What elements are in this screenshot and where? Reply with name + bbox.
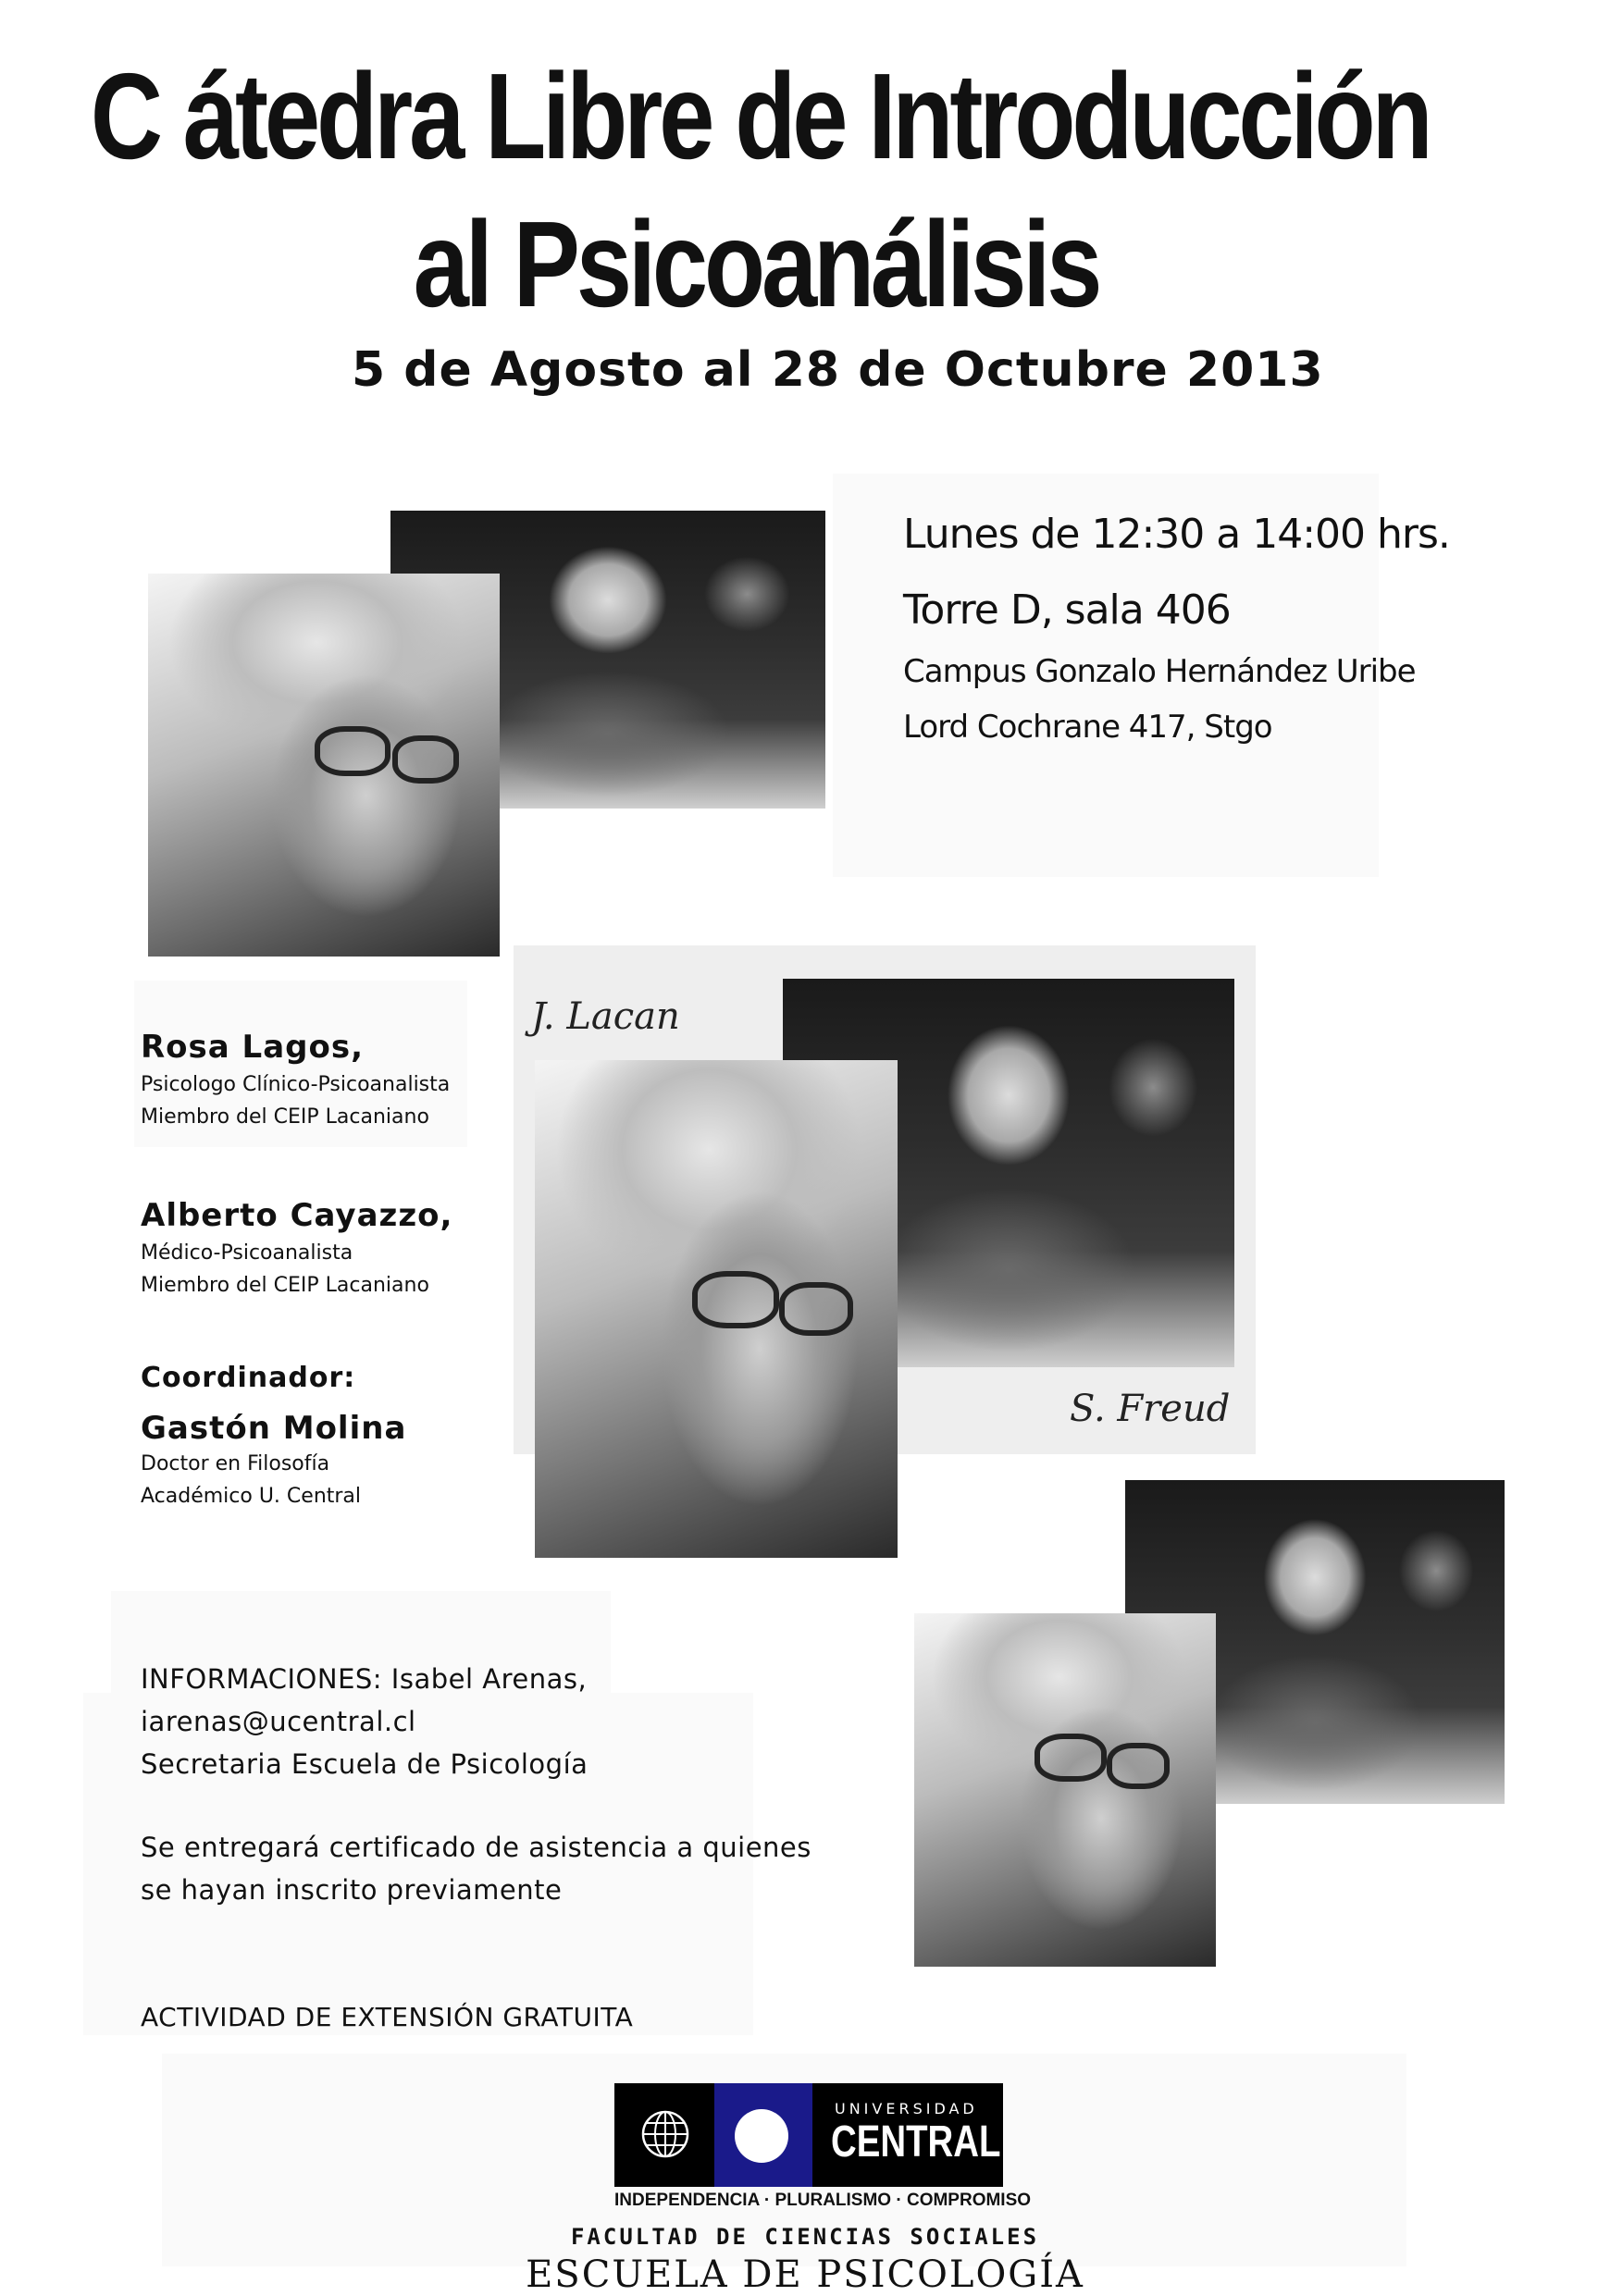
coordinator-role: Doctor en Filosofía	[141, 1452, 330, 1475]
logo-central-text: CENTRAL	[831, 2117, 1001, 2166]
school-name: ESCUELA DE PSICOLOGÍA	[526, 2253, 1084, 2296]
lacan-photo-top	[148, 574, 500, 957]
coordinator-name: Gastón Molina	[141, 1410, 407, 1447]
info-secretary: Secretaria Escuela de Psicología	[141, 1748, 588, 1780]
university-logo	[614, 2083, 1003, 2187]
schedule-room: Torre D, sala 406	[903, 586, 1231, 634]
logo-circle-icon	[735, 2109, 788, 2163]
info-panel	[83, 1693, 753, 2035]
lacan-signature: J. Lacan	[531, 995, 680, 1038]
info-contact: INFORMACIONES: Isabel Arenas,	[141, 1663, 588, 1695]
logo-university-text: UNIVERSIDAD	[835, 2100, 978, 2117]
lacan-photo-bottom	[914, 1613, 1216, 1967]
speaker-name: Alberto Cayazzo,	[141, 1197, 453, 1234]
speaker-role: Miembro del CEIP Lacaniano	[141, 1105, 429, 1129]
university-motto: INDEPENDENCIA · PLURALISMO · COMPROMISO	[614, 2191, 1032, 2210]
title-line-2: al Psicoanálisis	[413, 196, 1099, 332]
coordinator-label: Coordinador:	[141, 1362, 356, 1394]
certificate-note: Se entregará certificado de asistencia a quienes	[141, 1832, 812, 1863]
speaker-role: Miembro del CEIP Lacaniano	[141, 1274, 429, 1297]
lacan-photo-middle	[535, 1060, 898, 1558]
certificate-note-2: se hayan inscrito previamente	[141, 1874, 563, 1906]
free-activity: ACTIVIDAD DE EXTENSIÓN GRATUITA	[141, 2002, 634, 2032]
schedule-time: Lunes de 12:30 a 14:00 hrs.	[903, 511, 1450, 558]
schedule-campus: Campus Gonzalo Hernández Uribe	[903, 653, 1416, 690]
globe-icon	[640, 2109, 690, 2159]
event-dates: 5 de Agosto al 28 de Octubre 2013	[352, 342, 1324, 398]
freud-signature: S. Freud	[1070, 1388, 1231, 1430]
coordinator-role: Académico U. Central	[141, 1485, 362, 1508]
faculty-name: FACULTAD DE CIENCIAS SOCIALES	[570, 2224, 1040, 2250]
info-email[interactable]: iarenas@ucentral.cl	[141, 1706, 416, 1737]
speaker-role: Psicologo Clínico-Psicoanalista	[141, 1073, 451, 1096]
title-line-1: C átedra Libre de Introducción	[90, 48, 1430, 184]
speaker-role: Médico-Psicoanalista	[141, 1241, 353, 1265]
schedule-address: Lord Cochrane 417, Stgo	[903, 709, 1272, 746]
speaker-name: Rosa Lagos,	[141, 1029, 365, 1066]
